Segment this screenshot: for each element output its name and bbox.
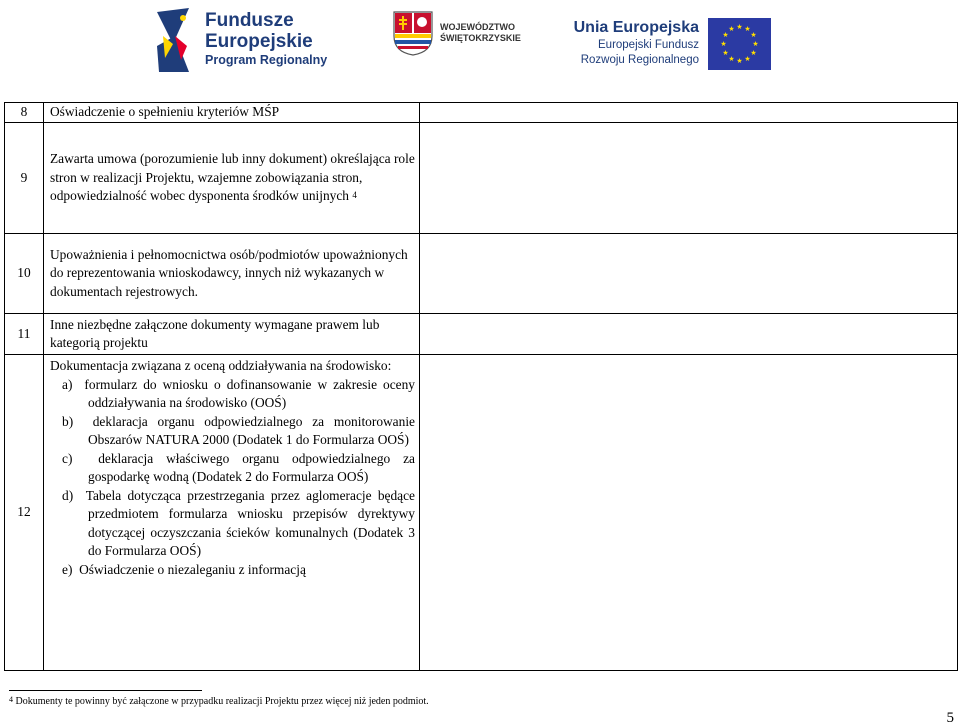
svg-text:★: ★ — [736, 23, 743, 31]
row-value-cell — [420, 123, 958, 234]
ue-logo-line2: Europejski Fundusz — [598, 39, 699, 51]
row-number: 12 — [5, 355, 44, 671]
wojewodztwo-swietokrzyskie-logo — [392, 10, 532, 58]
row-number: 10 — [5, 234, 44, 314]
svg-text:★: ★ — [736, 57, 743, 65]
fe-logo-line3: Program Regionalny — [205, 53, 328, 67]
table-row — [5, 355, 958, 671]
svg-text:★: ★ — [722, 31, 729, 39]
svg-text:★: ★ — [744, 25, 751, 33]
footnote-separator — [9, 690, 202, 691]
row-value-cell — [420, 234, 958, 314]
footnote-ref: 4 — [352, 190, 357, 201]
svg-text:★: ★ — [744, 55, 751, 63]
table-row — [5, 314, 958, 355]
row-description — [44, 123, 420, 234]
svg-text:★: ★ — [720, 40, 727, 48]
row-number: 9 — [5, 123, 44, 234]
list-item: e) Oświadczenie o niezaleganiu z informacją — [62, 561, 306, 577]
list-item: c) deklaracja właściwego organu odpowiedzialnego za gospodarkę wodną (Dodatek 2 do Formularza OOŚ) — [62, 450, 415, 484]
row-value-cell — [420, 314, 958, 355]
svg-text:★: ★ — [728, 25, 735, 33]
row-description: Oświadczenie o spełnieniu kryteriów MŚP — [44, 103, 420, 123]
row-lead-text: Dokumentacja związana z oceną oddziaływania na środowisko: — [50, 358, 392, 373]
page-number: 5 — [946, 710, 954, 726]
svg-text:★: ★ — [722, 49, 729, 57]
ws-logo-line2: ŚWIĘTOKRZYSKIE — [440, 33, 521, 43]
table-row — [5, 103, 958, 123]
row-value-cell — [420, 355, 958, 671]
eu-flag-icon — [708, 18, 771, 70]
row-description: Inne niezbędne załączone dokumenty wymagane prawem lub kategorią projektu — [44, 314, 420, 355]
unia-europejska-logo — [568, 18, 773, 74]
svg-text:★: ★ — [752, 40, 759, 48]
row-description-text: Zawarta umowa (porozumienie lub inny dokument) określająca role stron w realizacji Projektu, wzajemne zobowiązania stron, odpowiedzialność wobec dysponenta środków unijnych — [50, 151, 415, 204]
attachments-table — [4, 102, 958, 671]
list-item: d) Tabela dotycząca przestrzegania przez aglomeracje będące przedmiotem formularza wniosku przepisów dyrektywy dotyczącej oczyszczania ścieków komunalnych (Dodatek 3 do Formularza OOŚ) — [62, 487, 415, 558]
ue-logo-line3: Rozwoju Regionalnego — [580, 54, 699, 66]
row-description: Upoważnienia i pełnomocnictwa osób/podmiotów upoważnionych do reprezentowania wnioskodawcy, innych niż wykazanych w dokumentach rejestrowych. — [44, 234, 420, 314]
svg-text:★: ★ — [728, 55, 735, 63]
table-row — [5, 123, 958, 234]
coat-of-arms-icon — [392, 10, 434, 56]
fe-emblem-icon — [153, 6, 197, 76]
table-row — [5, 234, 958, 314]
row-value-cell — [420, 103, 958, 123]
ue-logo-line1: Unia Europejska — [573, 19, 699, 36]
svg-text:★: ★ — [750, 31, 757, 39]
footnote-number: 4 — [9, 695, 13, 704]
row-number: 11 — [5, 314, 44, 355]
fe-logo-line2: Europejskie — [205, 31, 313, 52]
footnote-text: Dokumenty te powinny być załączone w przypadku realizacji Projektu przez więcej niż jeden podmiot. — [15, 696, 429, 707]
ws-logo-line1: WOJEWÓDZTWO — [440, 22, 515, 32]
list-item: b) deklaracja organu odpowiedzialnego za monitorowanie Obszarów NATURA 2000 (Dodatek 1 do Formularza OOŚ) — [62, 413, 415, 447]
row-number: 8 — [5, 103, 44, 123]
row-description — [44, 355, 420, 671]
svg-text:★: ★ — [750, 49, 757, 57]
fundusze-europejskie-logo — [153, 6, 333, 78]
fe-logo-line1: Fundusze — [205, 10, 294, 31]
footnote — [9, 695, 429, 709]
list-item: a) formularz do wniosku o dofinansowanie w zakresie oceny oddziaływania na środowisko (OOŚ) — [62, 376, 415, 410]
